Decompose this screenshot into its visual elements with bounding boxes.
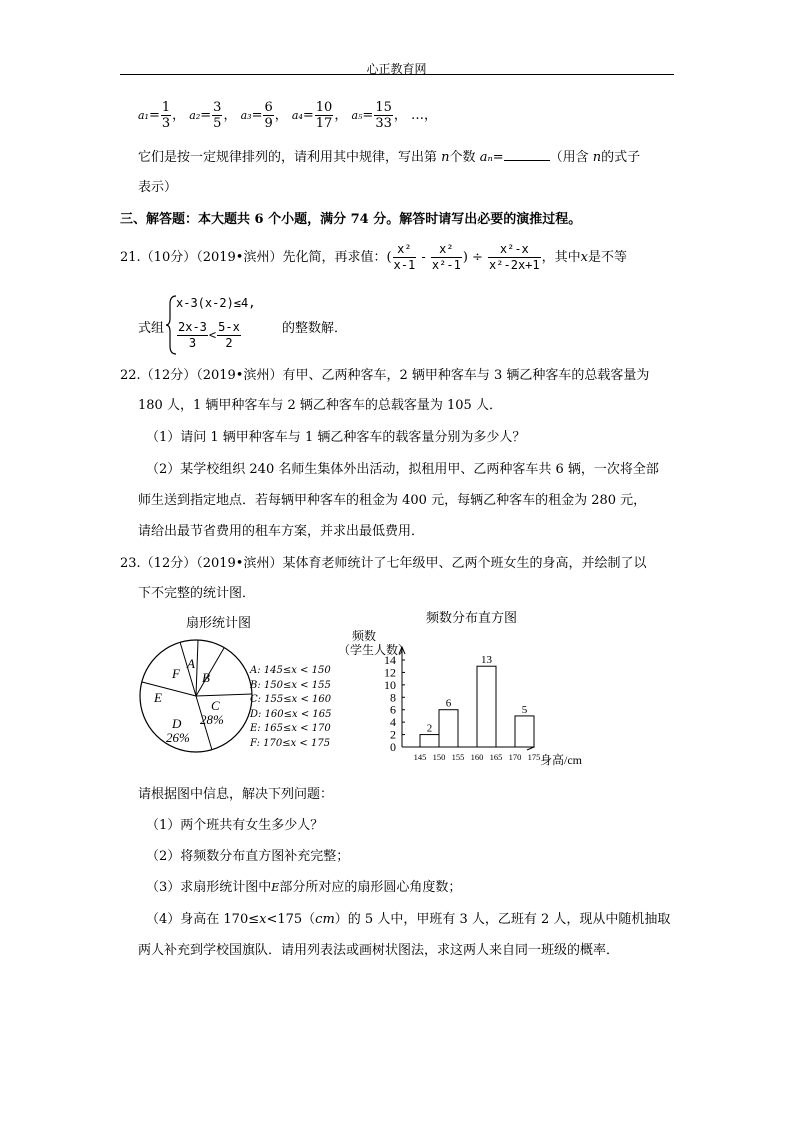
- q21-f3-num: x²-x: [488, 242, 541, 258]
- q21-f2-den: x²-1: [431, 258, 461, 272]
- histogram-y-tick-label: 14: [384, 653, 396, 667]
- term-5-den: 33: [375, 116, 392, 131]
- pie-chart: [136, 636, 256, 756]
- sequence-an: aₙ=: [479, 150, 504, 165]
- histogram-x-tick-label: 170: [508, 752, 522, 762]
- q23-part-3-e: E: [271, 881, 280, 894]
- pie-label-b: B: [202, 670, 210, 685]
- q23-part-4-x: x: [259, 912, 267, 927]
- pie-label-f: F: [172, 666, 180, 681]
- q22-line-5: 师生送到指定地点．若每辆甲种客车的租金为 400 元，每辆乙种客车的租金为 280 元，: [138, 493, 647, 508]
- histogram-x-tick-label: 155: [451, 752, 465, 762]
- term-3-den: 9: [264, 116, 273, 131]
- page-header: 心正教育网: [366, 62, 427, 76]
- histogram-bar-label: 2: [426, 722, 433, 735]
- histogram-bar-label: 5: [521, 703, 528, 716]
- sequence-text-1: 它们是按一定规律排列的，请利用其中规律，写出第: [138, 150, 438, 165]
- pie-legend: [250, 664, 332, 751]
- pie-legend-f: F: 170≤x < 175: [250, 737, 331, 749]
- q21-ineq2-right: [217, 320, 241, 351]
- histogram-x-tick-label: 175: [527, 752, 541, 762]
- histogram-xlabel: 身高/cm: [540, 753, 582, 767]
- q22-line-2: 180 人，1 辆甲种客车与 2 辆乙种客车的总载客量为 105 人．: [138, 398, 502, 413]
- q23-part-4: [146, 908, 670, 927]
- section-3-heading: 三、解答题：本大题共 6 个小题，满分 74 分。解答时请写出必要的演推过程。: [120, 212, 582, 227]
- q21-prefix: 21.（10分）（2019•滨州）先化简，再求值：: [120, 250, 387, 265]
- histogram-y-tick-label: 2: [390, 727, 396, 742]
- histogram-x-tick-label: 160: [470, 752, 484, 762]
- term-3-frac: [263, 100, 273, 131]
- histogram-y-tick-label: 12: [384, 665, 396, 680]
- histogram-y-tick-label: 10: [384, 677, 396, 692]
- header-rule: [120, 74, 674, 75]
- q21-f2-num: x²: [431, 242, 462, 258]
- sequence-text-5: 表示）: [138, 180, 178, 195]
- histogram-y-tick-label: 8: [390, 690, 396, 705]
- term-4-den: 17: [315, 116, 333, 131]
- pie-label-c: C: [211, 698, 220, 713]
- q21-ineq-1: x-3(x-2)≤4,: [176, 296, 256, 310]
- q21-suffix: ，其中: [541, 250, 581, 265]
- pie-d-pct: 26%: [166, 730, 190, 745]
- q23-line-1: 23.（12分）（2019•滨州）某体育老师统计了七年级甲、乙两个班女生的身高，并绘制了以: [120, 556, 647, 571]
- histogram-y-tick-label: 0: [390, 740, 396, 754]
- histogram-x-tick-label: 145: [413, 752, 427, 762]
- q22-line-4: （2）某学校组织 240 名师生集体外出活动，拟租用甲、乙两种客车共 6 辆，一次将全部: [146, 462, 659, 477]
- q23-part-1: （1）两个班共有女生多少人？: [146, 818, 324, 833]
- pie-label-e: E: [154, 690, 162, 705]
- histogram-ylabel-1: 频数: [352, 629, 377, 643]
- q21-ineq-2: [176, 320, 242, 351]
- pie-c-pct: 28%: [200, 712, 224, 727]
- term-2-den: 5: [213, 116, 222, 131]
- pie-legend-a: A: 145≤x < 150: [250, 665, 331, 676]
- q23-part-4c: ）的 5 人中，甲班有 3 人，乙班有 2 人，现从中随机抽取: [334, 912, 671, 927]
- q23-part-3b: 部分所对应的扇形圆心角度数；: [279, 880, 462, 895]
- q21-ineq-label: 式组: [138, 321, 165, 336]
- sequence-n-2: n: [592, 150, 602, 165]
- term-3-name: a₃: [240, 109, 252, 122]
- q23-part-3: [146, 876, 461, 895]
- sequence-line: a₁= $\frac{1}{3}$ ， a₂= $\frac{3}{5}$ ， a₃= $\frac{6}{9}$ ， a₄= $\frac{10}{17}$ ， a₅= $\frac{15}{33}$ ， …，: [138, 100, 438, 131]
- term-4-num: 10: [315, 100, 333, 115]
- term-1-den: 3: [161, 116, 171, 131]
- term-2-name: a₂: [189, 109, 201, 122]
- term-4-name: a₄: [291, 109, 303, 122]
- pie-legend-d: D: 160≤x < 165: [250, 708, 332, 720]
- histogram-x-tick-label: 150: [432, 752, 446, 762]
- pie-legend-c: C: 155≤x < 160: [250, 694, 332, 705]
- histogram-y-tick-label: 6: [390, 702, 396, 717]
- term-2-frac: [212, 100, 222, 131]
- pie-label-d: D: [172, 716, 182, 731]
- q23-part-4a: （4）身高在 170≤: [146, 912, 260, 927]
- q22-line-6: 请给出最节省费用的租车方案，并求出最低费用．: [138, 524, 425, 539]
- term-2-num: 3: [213, 100, 222, 115]
- histogram-title: 频数分布直方图: [426, 610, 518, 625]
- q21-frac-2: [431, 242, 462, 273]
- term-5-frac: [374, 100, 393, 131]
- q21-frac-1: [393, 242, 417, 273]
- q23-part-4b: <175（: [266, 912, 316, 927]
- q22-line-1: 22.（12分）（2019•滨州）有甲、乙两种客车，2 辆甲种客车与 3 辆乙种客车的总载客量为: [120, 368, 650, 383]
- term-1-num: 1: [161, 100, 171, 115]
- q21-f3-den: x²-2x+1: [489, 258, 540, 272]
- q21-ineq2-left: [177, 320, 208, 351]
- q22-line-3: （1）请问 1 辆甲种客车与 1 辆乙种客车的载客量分别为多少人？: [146, 430, 526, 445]
- term-1-frac: [161, 100, 171, 131]
- q21-x: x: [580, 250, 588, 265]
- histogram-bars: [420, 654, 534, 747]
- q21-f1-den: x-1: [393, 258, 416, 272]
- histogram-y-tick-label: 4: [390, 715, 396, 730]
- sequence-text-2: 个数: [449, 150, 476, 165]
- histogram-x-tick-label: 165: [489, 752, 503, 762]
- q23-part-2: （2）将频数分布直方图补充完整；: [146, 849, 350, 864]
- q23-line-2: 下不完整的统计图．: [138, 586, 256, 601]
- pie-legend-b: B: 150≤x < 155: [250, 679, 331, 691]
- sequence-text-4: 的式子: [601, 150, 641, 165]
- histogram-ylabel-2: （学生人数）: [338, 643, 411, 657]
- sequence-ellipsis: …，: [411, 108, 438, 123]
- histogram-bar-label: 6: [445, 697, 452, 710]
- term-5-name: a₅: [351, 109, 363, 122]
- q21-ineq2-rnum: 5-x: [218, 320, 240, 334]
- term-3-num: 6: [264, 100, 273, 115]
- term-5-num: 15: [375, 100, 392, 115]
- q21-ineq2-op: <: [208, 328, 217, 342]
- q23-part-3a: （3）求扇形统计图中: [146, 880, 272, 895]
- q21-frac-3: [488, 242, 541, 273]
- q21-ineq2-lnum: 2x-3: [178, 320, 207, 334]
- pie-label-a: A: [187, 656, 195, 671]
- q23-instructions: 请根据图中信息，解决下列问题：: [138, 787, 334, 802]
- q21-line-1: 21.（10分）（2019•滨州）先化简，再求值：( $\frac{\text{x²}}{x-1}$ - $\frac{\text{x²}}{\text{x²-1}}$ ) ÷ $\frac{\text{x²-x}}{\text{x²-2x+1}}$ ，其中x是不等: [120, 242, 627, 272]
- q23-part-5: 两人补充到学校国旗队．请用列表法或画树状图法，求这两人来自同一班级的概率．: [138, 943, 620, 958]
- sequence-text-3: （用含: [549, 150, 589, 165]
- histogram-bar: [477, 666, 496, 747]
- answer-blank[interactable]: [504, 148, 550, 161]
- term-1-name: a₁: [138, 109, 149, 122]
- q23-part-4-cm: cm: [315, 912, 335, 927]
- q21-f1-num: x²: [393, 242, 417, 258]
- histogram-bar-label: 13: [481, 654, 492, 667]
- pie-title: 扇形统计图: [186, 616, 252, 631]
- term-4-frac: [315, 100, 334, 131]
- sequence-question: [138, 146, 640, 165]
- q21-suffix-2: 是不等: [587, 250, 627, 265]
- histogram: [334, 604, 604, 776]
- sequence-n: n: [441, 150, 450, 165]
- histogram-bar: [515, 716, 534, 747]
- q21-ineq2-lden: 3: [188, 336, 197, 350]
- histogram-bar: [439, 710, 458, 747]
- q21-ineq-end: 的整数解．: [282, 321, 348, 336]
- q21-ineq2-rden: 2: [225, 336, 233, 350]
- pie-legend-e: E: 165≤x < 170: [250, 723, 331, 734]
- histogram-bar: [420, 735, 439, 747]
